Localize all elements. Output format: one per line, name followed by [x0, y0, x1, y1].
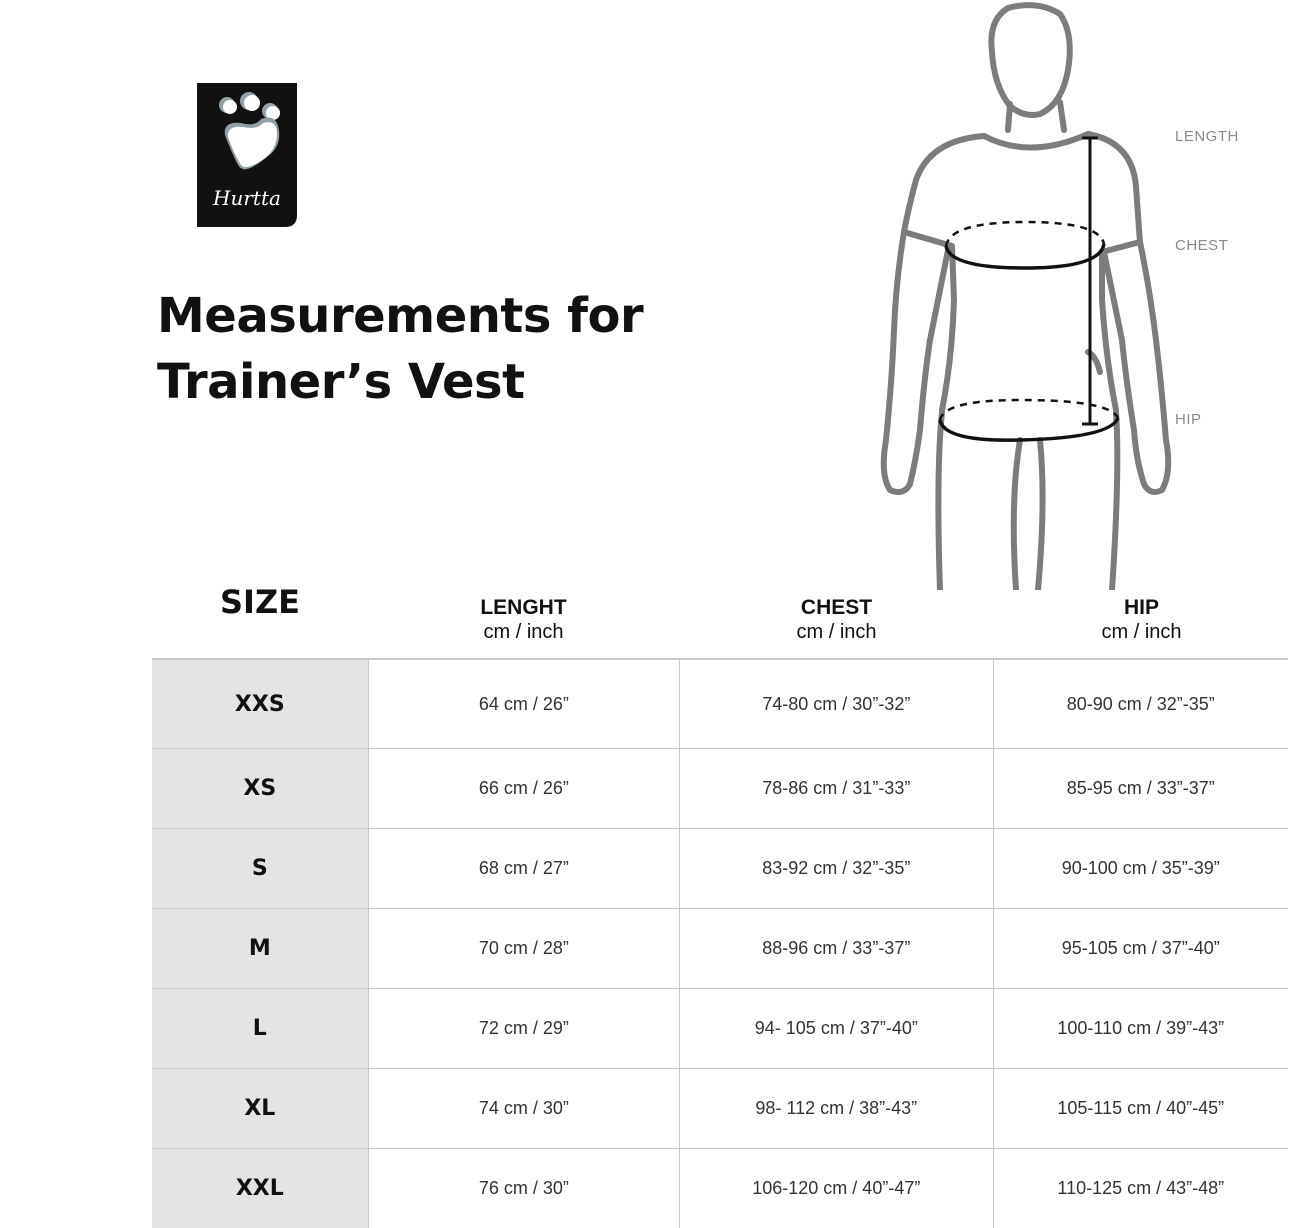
figure-label-length: LENGTH	[1175, 128, 1239, 145]
table-row	[152, 829, 1288, 909]
length-header-unit: cm / inch	[483, 621, 564, 643]
hip-cell: 105-115 cm / 40”-45”	[993, 1069, 1288, 1148]
chest-cell: 83-92 cm / 32”-35”	[679, 829, 992, 908]
hip-cell: 80-90 cm / 32”-35”	[993, 660, 1288, 748]
figure-label-chest: CHEST	[1175, 237, 1229, 254]
title-line-1: Measurements for	[157, 288, 644, 344]
table-row	[152, 660, 1288, 749]
table-row	[152, 1149, 1288, 1228]
size-chart-table	[152, 658, 1288, 1227]
size-cell: XL	[152, 1069, 368, 1148]
table-row	[152, 989, 1288, 1069]
chest-cell: 74-80 cm / 30”-32”	[679, 660, 992, 748]
length-column-header	[368, 596, 679, 644]
length-cell: 74 cm / 30”	[368, 1069, 679, 1148]
figure-label-hip: HIP	[1175, 411, 1202, 428]
hip-header-name: HIP	[1123, 596, 1159, 619]
logo-wordmark: Hurtta	[213, 186, 281, 210]
body-measurement-figure	[860, 0, 1190, 590]
length-cell: 70 cm / 28”	[368, 909, 679, 988]
length-cell: 66 cm / 26”	[368, 749, 679, 828]
chest-cell: 106-120 cm / 40”-47”	[679, 1149, 992, 1228]
length-cell: 76 cm / 30”	[368, 1149, 679, 1228]
length-header-name: LENGHT	[480, 596, 567, 619]
hip-cell: 90-100 cm / 35”-39”	[993, 829, 1288, 908]
chest-header-name: CHEST	[800, 596, 873, 619]
hip-column-header	[994, 596, 1289, 644]
hip-cell: 95-105 cm / 37”-40”	[993, 909, 1288, 988]
chest-header-unit: cm / inch	[796, 621, 877, 643]
size-column-header: SIZE	[219, 583, 300, 621]
table-row	[152, 1069, 1288, 1149]
size-cell: M	[152, 909, 368, 988]
hip-cell: 100-110 cm / 39”-43”	[993, 989, 1288, 1068]
table-row	[152, 909, 1288, 989]
hip-header-unit: cm / inch	[1101, 621, 1182, 643]
length-cell: 68 cm / 27”	[368, 829, 679, 908]
size-cell: XXS	[152, 660, 368, 748]
title-line-2: Trainer’s Vest	[157, 354, 525, 410]
hip-cell: 110-125 cm / 43”-48”	[993, 1149, 1288, 1228]
length-cell: 72 cm / 29”	[368, 989, 679, 1068]
size-cell: L	[152, 989, 368, 1068]
chest-cell: 88-96 cm / 33”-37”	[679, 909, 992, 988]
hurtta-logo	[197, 83, 297, 227]
chest-cell: 78-86 cm / 31”-33”	[679, 749, 992, 828]
chest-cell: 98- 112 cm / 38”-43”	[679, 1069, 992, 1148]
length-cell: 64 cm / 26”	[368, 660, 679, 748]
page-title	[157, 283, 643, 415]
hip-cell: 85-95 cm / 33”-37”	[993, 749, 1288, 828]
size-cell: XS	[152, 749, 368, 828]
table-row	[152, 749, 1288, 829]
chest-column-header	[680, 596, 993, 644]
chest-cell: 94- 105 cm / 37”-40”	[679, 989, 992, 1068]
size-cell: S	[152, 829, 368, 908]
size-cell: XXL	[152, 1149, 368, 1228]
